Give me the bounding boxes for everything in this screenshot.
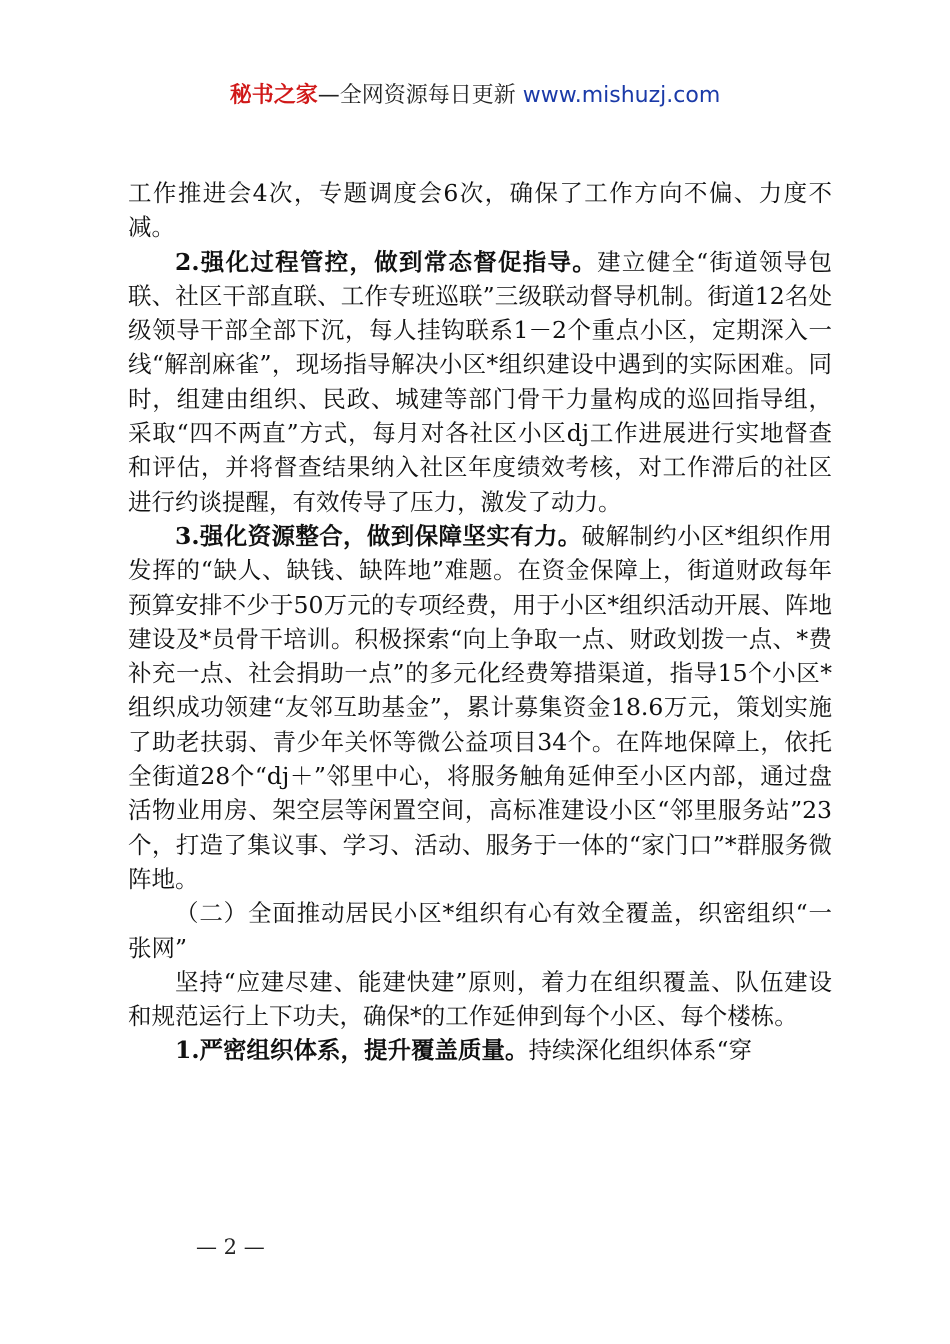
header-separator: —	[317, 83, 340, 108]
site-tagline: 全网资源每日更新	[339, 83, 516, 108]
paragraph-heading: 2.强化过程管控，做到常态督促指导。	[175, 247, 598, 276]
paragraph-heading: 3.强化资源整合，做到保障坚实有力。	[175, 521, 582, 550]
site-header	[0, 80, 950, 112]
paragraph-text: 持续深化组织体系“穿	[528, 1036, 753, 1065]
site-url: www.mishuzj.com	[522, 83, 721, 108]
document-body	[128, 176, 832, 1068]
paragraph-organization-system	[128, 1033, 832, 1067]
page-number: — 2 —	[196, 1235, 265, 1259]
paragraph-heading: 1.严密组织体系，提升覆盖质量。	[175, 1036, 529, 1065]
paragraph-continuation	[128, 176, 832, 245]
section-heading-text: （二）全面推动居民小区*组织有心有效全覆盖，织密组织“一张网”	[128, 899, 832, 962]
paragraph-text: 建立健全“街道领导包联、社区干部直联、工作专班巡联”三级联动督导机制。街道12名处级领导干部全部下沉，每人挂钩联系1－2个重点小区，定期深入一线“解剖麻雀”，现场指导解决小区*组织建设中遇到的实际困难。同时，组建由组织、民政、城建等部门骨干力量构成的巡回指导组，采取“四不两直”方式，每月对各社区小区dj工作进展进行实地督查和评估，并将督查结果纳入社区年度绩效考核，对工作滞后的社区进行约谈提醒，有效传导了压力，激发了动力。	[128, 247, 832, 516]
paragraph-process-control	[128, 245, 832, 519]
site-brand: 秘书之家	[229, 83, 318, 108]
paragraph-text: 工作推进会4次，专题调度会6次，确保了工作方向不偏、力度不减。	[128, 179, 832, 242]
paragraph-principle	[128, 965, 832, 1034]
paragraph-text: 坚持“应建尽建、能建快建”原则，着力在组织覆盖、队伍建设和规范运行上下功夫，确保*的工作延伸到每个小区、每个楼栋。	[128, 967, 832, 1031]
paragraph-resource-integration	[128, 519, 832, 896]
section-heading	[128, 896, 832, 965]
paragraph-text: 破解制约小区*组织作用发挥的“缺人、缺钱、缺阵地”难题。在资金保障上，街道财政每年预算安排不少于50万元的专项经费，用于小区*组织活动开展、阵地建设及*员骨干培训。积极探索“向上争取一点、财政划拨一点、*费补充一点、社会捐助一点”的多元化经费筹措渠道，指导15个小区*组织成功领建“友邻互助基金”，累计募集资金18.6万元，策划实施了助老扶弱、青少年关怀等微公益项目34个。在阵地保障上，依托全街道28个“dj＋”邻里中心，将服务触角延伸至小区内部，通过盘活物业用房、架空层等闲置空间，高标准建设小区“邻里服务站”23个，打造了集议事、学习、活动、服务于一体的“家门口”*群服务微阵地。	[128, 521, 832, 893]
